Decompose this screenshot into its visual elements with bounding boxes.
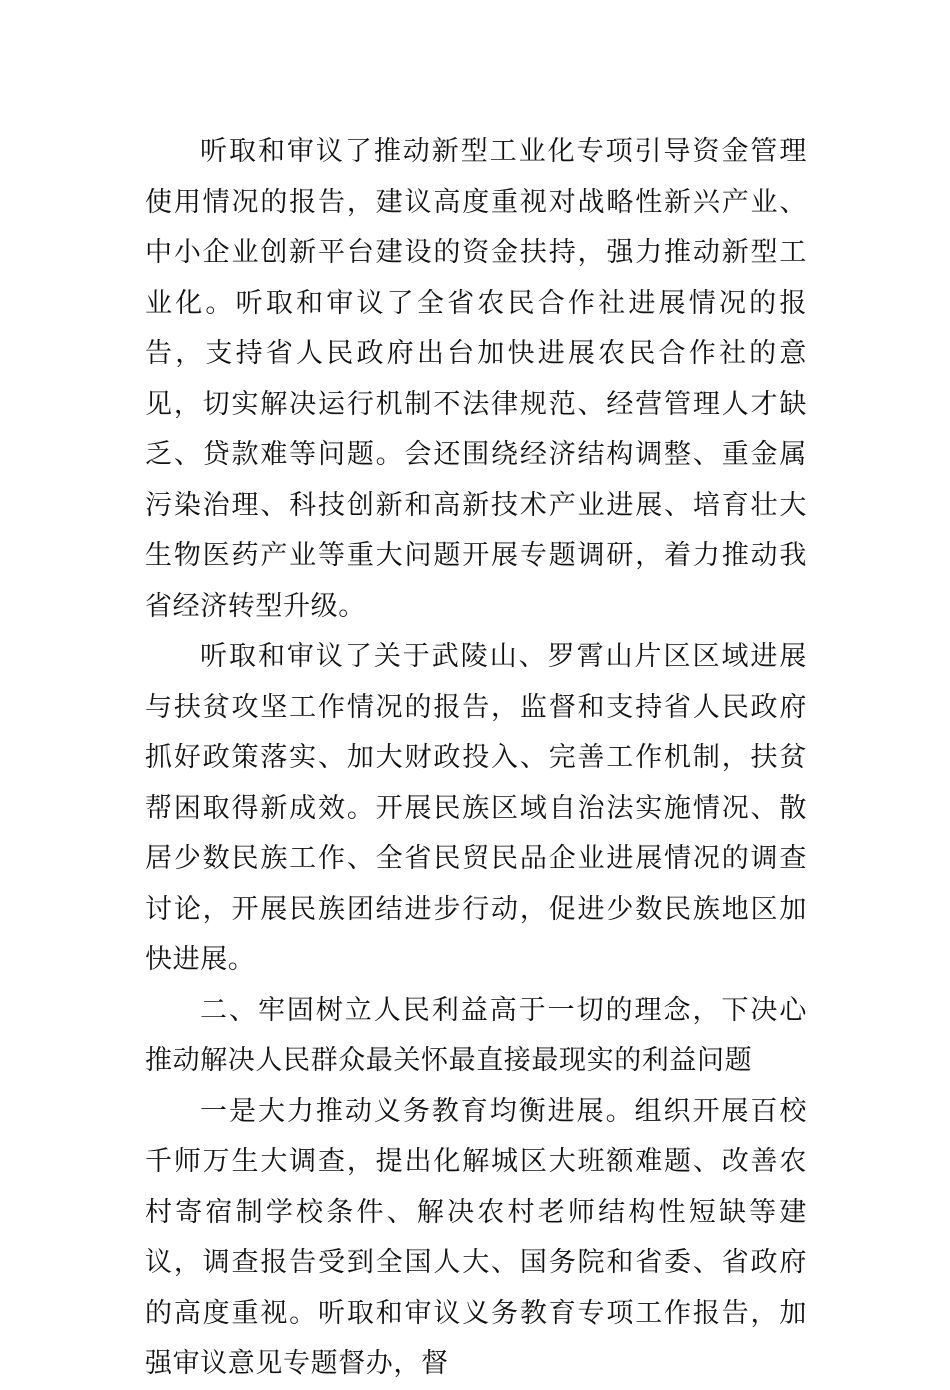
paragraph-industrialization: 听取和审议了推动新型工业化专项引导资金管理使用情况的报告，建议高度重视对战略性新兴产业、中小企业创新平台建设的资金扶持，强力推动新型工业化。听取和审议了全省农民合作社进展情况的报告，支持省人民政府出台加快进展农民合作社的意见，切实解决运行机制不法律规范、经营管理人才缺乏、贷款难等问题。会还围绕经济结构调整、重金属污染治理、科技创新和高新技术产业进展、培育壮大生物医药产业等重大问题开展专题调研，着力推动我省经济转型升级。 <box>145 136 807 622</box>
section-heading-people-interests: 二、牢固树立人民利益高于一切的理念，下决心推动解决人民群众最关怀最直接最现实的利益问题 <box>145 994 807 1076</box>
document-body <box>145 127 807 1390</box>
paragraph-poverty-alleviation: 听取和审议了关于武陵山、罗霄山片区区域进展与扶贫攻坚工作情况的报告，监督和支持省人民政府抓好政策落实、加大财政投入、完善工作机制，扶贫帮困取得新成效。开展民族区域自治法实施情况、散居少数民族工作、全省民贸民品企业进展情况的调查讨论，开展民族团结进步行动，促进少数民族地区加快进展。 <box>145 641 807 975</box>
paragraph-compulsory-education: 一是大力推动义务教育均衡进展。组织开展百校千师万生大调查，提出化解城区大班额难题、改善农村寄宿制学校条件、解决农村老师结构性短缺等建议，调查报告受到全国人大、国务院和省委、省政府的高度重视。听取和审议义务教育专项工作报告，加强审议意见专题督办，督 <box>145 1095 807 1379</box>
